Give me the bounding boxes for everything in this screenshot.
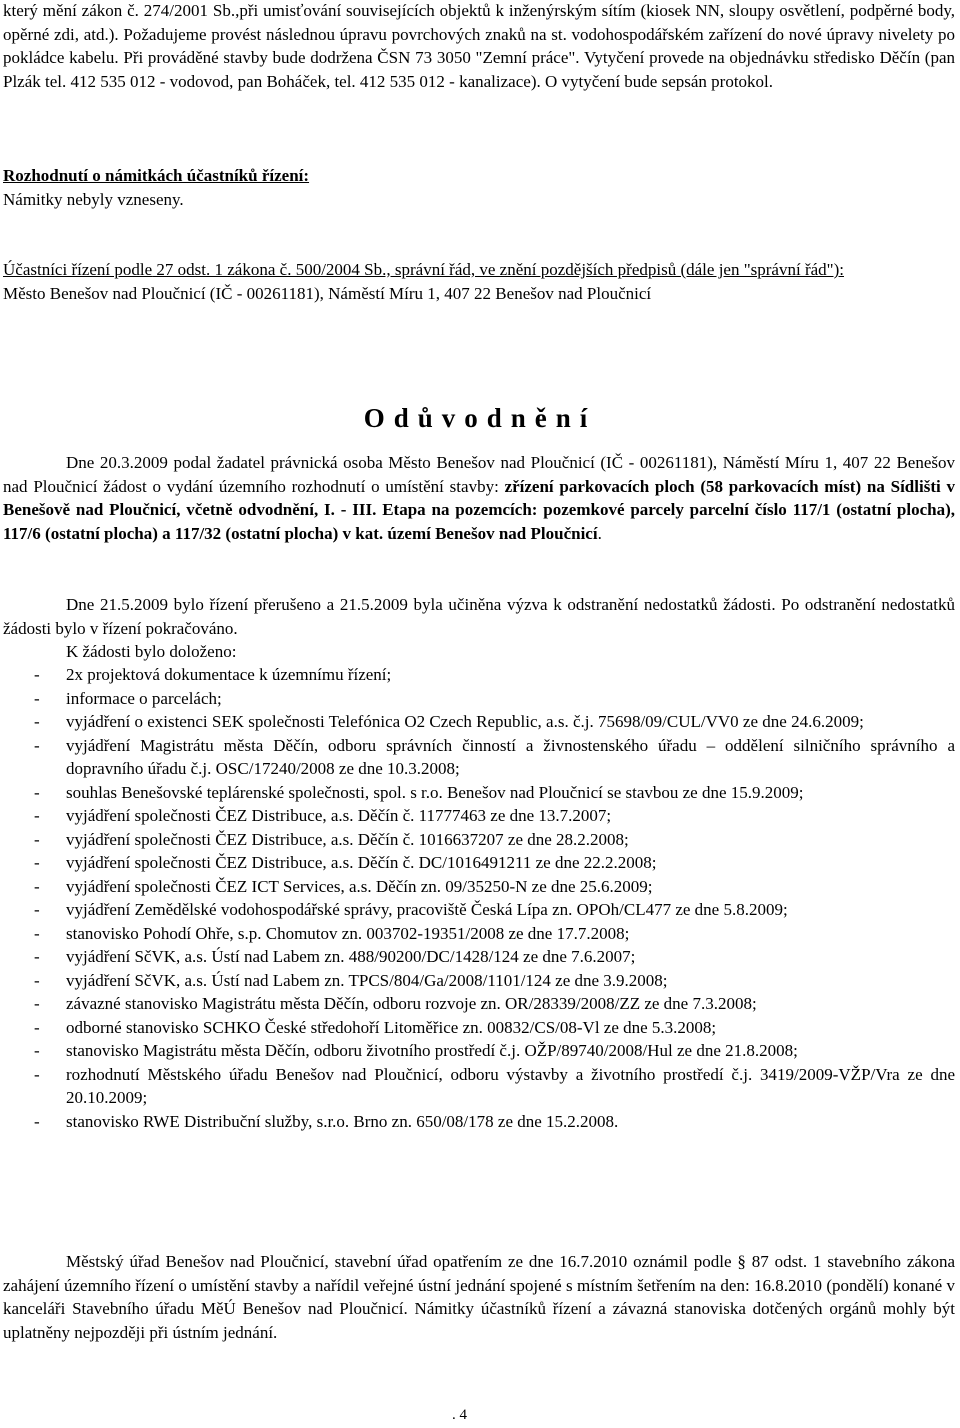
list-item: - vyjádření o existenci SEK společnosti Telefónica O2 Czech Republic, a.s. č.j. 75698/09/CUL/VV0 ze dne 24.6.2009; bbox=[3, 710, 955, 734]
list-item: - rozhodnutí Městského úřadu Benešov nad Ploučnicí, odboru výstavby a životního prostředí č.j. 3419/2009-VŽP/Vra ze dne 20.10.2009; bbox=[3, 1063, 955, 1110]
list-item: - vyjádření Magistrátu města Děčín, odboru správních činností a živnostenského úřadu – oddělení silničního správního a dopravního úřadu č.j. OSC/17240/2008 ze dne 10.3.2008; bbox=[3, 734, 955, 781]
reasoning-paragraph-2: Dne 21.5.2009 bylo řízení přerušeno a 21.5.2009 byla učiněna výzva k odstranění nedostatků žádosti. Po odstranění nedostatků žádosti bylo v řízení pokračováno. bbox=[3, 595, 955, 638]
participants-heading: Účastníci řízení podle 27 odst. 1 zákona č. 500/2004 Sb., správní řád, ve znění pozdějších předpisů (dále jen "správní řád"): bbox=[3, 260, 844, 279]
list-item: - vyjádření Zemědělské vodohospodářské správy, pracoviště Česká Lípa zn. OPOh/CL477 ze dne 5.8.2009; bbox=[3, 898, 955, 922]
list-item: - vyjádření SčVK, a.s. Ústí nad Labem zn. TPCS/804/Ga/2008/1101/124 ze dne 3.9.2008; bbox=[3, 969, 955, 993]
objections-text: Námitky nebyly vzneseny. bbox=[3, 189, 184, 209]
list-item: - vyjádření společnosti ČEZ Distribuce, a.s. Děčín č. 1016637207 ze dne 28.2.2008; bbox=[3, 828, 955, 852]
list-item: - informace o parcelách; bbox=[3, 687, 955, 711]
objections-heading: Rozhodnutí o námitkách účastníků řízení: bbox=[3, 166, 310, 185]
attachments-heading: K žádosti bylo doloženo: bbox=[66, 642, 237, 661]
list-item: - souhlas Benešovské teplárenské společnosti, spol. s r.o. Benešov nad Ploučnicí se stavbou ze dne 15.9.2009; bbox=[3, 781, 955, 805]
list-item: - stanovisko Magistrátu města Děčín, odboru životního prostředí č.j. OŽP/89740/2008/Hul ze dne 21.8.2008; bbox=[3, 1039, 955, 1063]
list-item: - vyjádření SčVK, a.s. Ústí nad Labem zn. 488/90200/DC/1428/124 ze dne 7.6.2007; bbox=[3, 945, 955, 969]
list-item: - stanovisko RWE Distribuční služby, s.r.o. Brno zn. 650/08/178 ze dne 15.2.2008. bbox=[3, 1110, 955, 1134]
paragraph-top: který mění zákon č. 274/2001 Sb.,při umisťování souvisejících objektů k inženýrským sítím (kiosek NN, sloupy osvětlení, podpěrné body, opěrné zdi, atd.). Požadujeme provést následnou úpravu povrchových znaků na st. vodohospodářském zařízení do nové úpravy nivelety po pokládce kabelu. Při prováděné stavby bude dodržena ČSN 73 3050 "Zemní práce". Vytyčení provede na objednávku středisko Děčín (pan Plzák tel. 412 535 012 - vodovod, pan Boháček, tel. 412 535 012 - kanalizace). O vytyčení bude sepsán protokol. bbox=[3, 1, 955, 91]
reasoning-title: Odůvodnění bbox=[363, 403, 597, 433]
list-item: - závazné stanovisko Magistrátu města Děčín, odboru rozvoje zn. OR/28339/2008/ZZ ze dne 7.3.2008; bbox=[3, 992, 955, 1016]
reasoning-paragraph-3: Městský úřad Benešov nad Ploučnicí, stavební úřad opatřením ze dne 16.7.2010 oznámil podle § 87 odst. 1 stavebního zákona zahájení územního řízení o umístění stavby a nařídil veřejné ústní jednání spojené s místním šetřením na den: 16.8.2010 (pondělí) konané v kanceláři Stavebního úřadu MěÚ Benešov nad Ploučnicí. Námitky účastníků řízení a závazná stanoviska dotčených orgánů mohly být uplatněny nejpozději při ústním jednání. bbox=[3, 1252, 955, 1342]
participants-section bbox=[3, 258, 955, 305]
attachments-list bbox=[3, 663, 955, 1133]
participants-entity: Město Benešov nad Ploučnicí (IČ - 00261181), Náměstí Míru 1, 407 22 Benešov nad Ploučnicí bbox=[3, 283, 652, 303]
list-item: - vyjádření společnosti ČEZ Distribuce, a.s. Děčín č. 11777463 ze dne 13.7.2007; bbox=[3, 804, 955, 828]
objections-section bbox=[3, 164, 955, 211]
list-item: - 2x projektová dokumentace k územnímu řízení; bbox=[3, 663, 955, 687]
list-item: - vyjádření společnosti ČEZ Distribuce, a.s. Děčín č. DC/1016491211 ze dne 22.2.2008; bbox=[3, 851, 955, 875]
page-number: . 4 bbox=[452, 1407, 467, 1423]
list-item: - vyjádření společnosti ČEZ ICT Services, a.s. Děčín zn. 09/35250-N ze dne 25.6.2009; bbox=[3, 875, 955, 899]
list-item: - odborné stanovisko SCHKO České středohoří Litoměřice zn. 00832/CS/08-Vl ze dne 5.3.2008; bbox=[3, 1016, 955, 1040]
project-description: zřízení parkovacích ploch (58 parkovacích míst) na Sídlišti v Benešově nad Ploučnicí, včetně odvodnění, I. - III. Etapa na pozemcích: pozemkové parcely parcelní číslo 117/1 (ostatní plocha), 117/6 (ostatní plocha) a 117/32 (ostatní plocha) v kat. území Benešov nad Ploučnicí bbox=[3, 476, 955, 543]
reasoning-paragraph-1: Dne 20.3.2009 podal žadatel právnická osoba Město Benešov nad Ploučnicí (IČ - 00261181), Náměstí Míru 1, 407 22 Benešov nad Ploučnicí žádost o vydání územního rozhodnutí o umístění stavby: zřízení parkovacích ploch (58 parkovacích míst) na Sídlišti v Benešově nad Ploučnicí, včetně odvodnění, I. - III. Etapa na pozemcích: pozemkové parcely parcelní číslo 117/1 (ostatní plocha), 117/6 (ostatní plocha) a 117/32 (ostatní plocha) v kat. území Benešov nad Ploučnicí. bbox=[3, 453, 955, 543]
list-item: - stanovisko Pohodí Ohře, s.p. Chomutov zn. 003702-19351/2008 ze dne 17.7.2008; bbox=[3, 922, 955, 946]
